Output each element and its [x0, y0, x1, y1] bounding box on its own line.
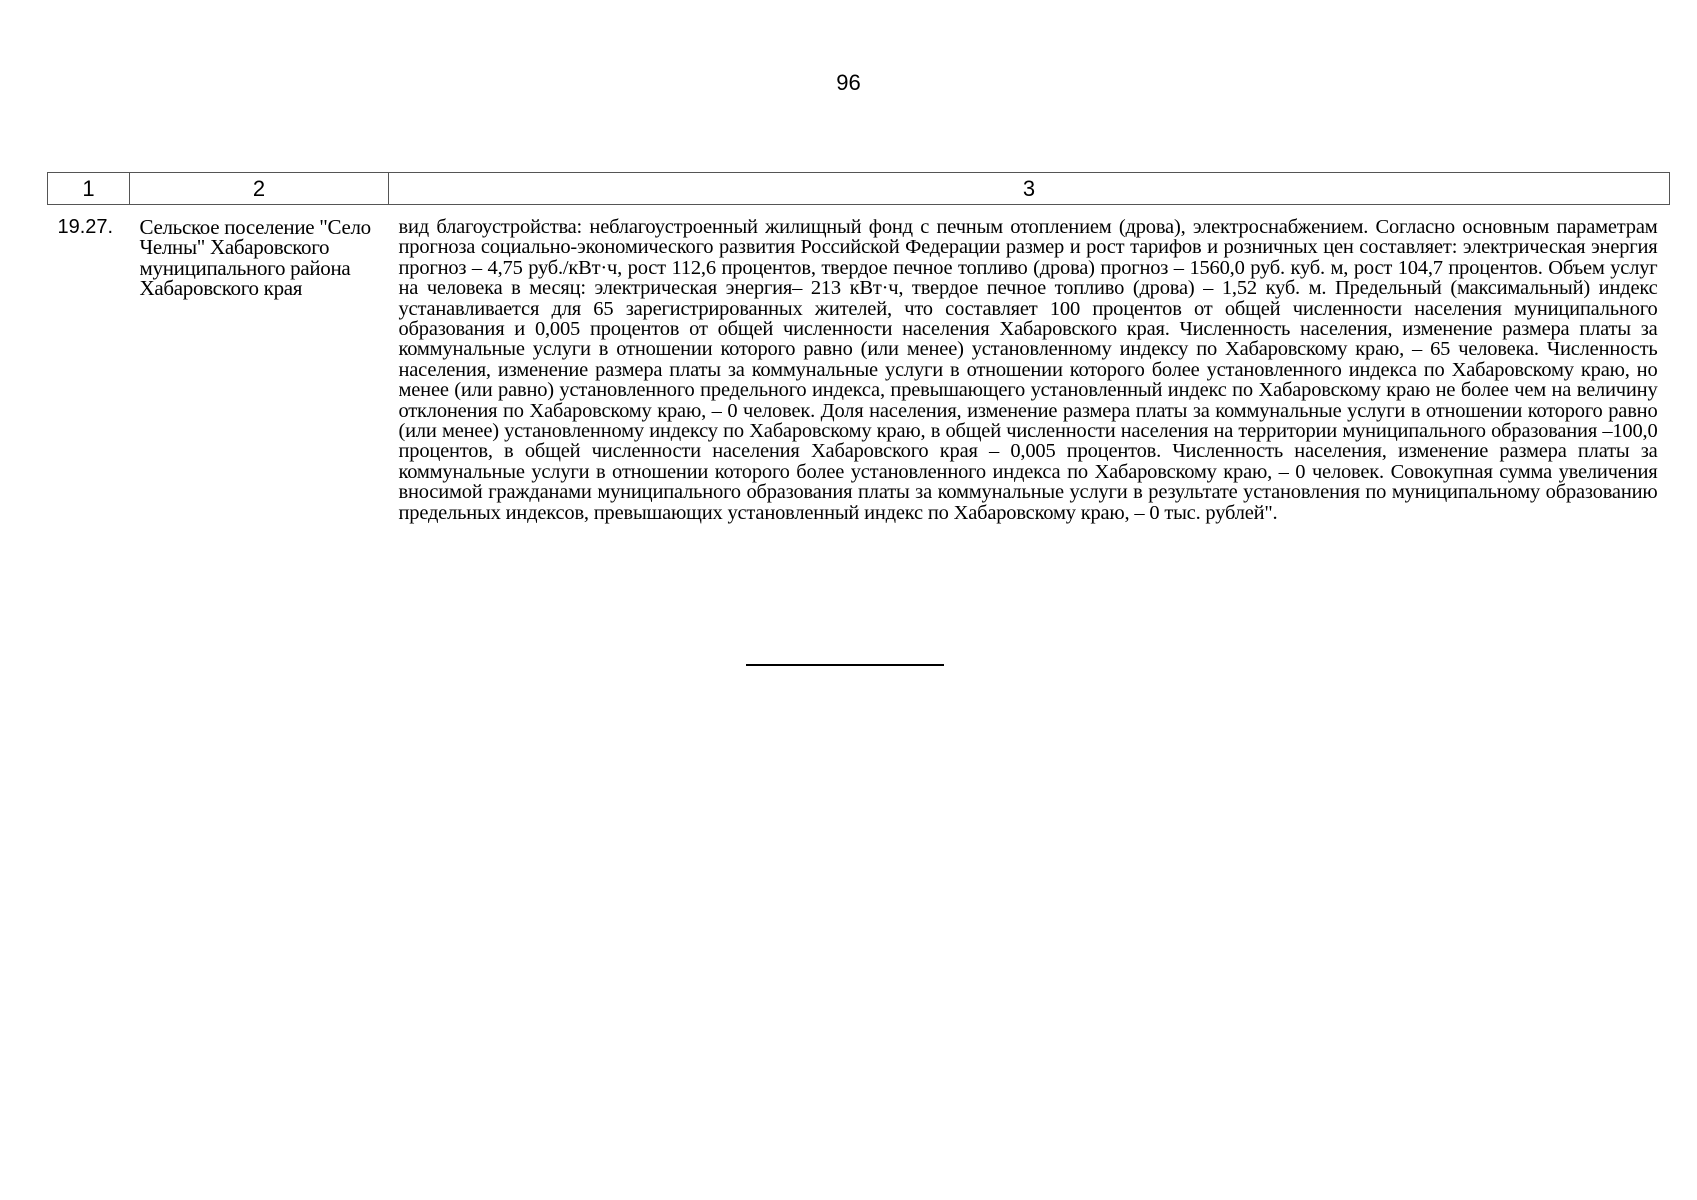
table-header	[48, 173, 1670, 205]
row-number: 19.27.	[57, 216, 114, 238]
table-row	[48, 205, 1670, 524]
settlement-description: вид благоустройства: неблагоустроенный жилищный фонд с печным отоплением (дрова), электроснабжением. Согласно основным параметрам прогноза социально-экономического развития Российской Федерации размер и рост тарифов и розничных цен составляет: электрическая энергия прогноз – 4,75 руб./кВт·ч, рост 112,6 процентов, твердое печное топливо (дрова) прогноз – 1560,0 руб. куб. м, рост 104,7 процентов. Объем услуг на человека в месяц: электрическая энергия– 213 кВт·ч, твердое печное топливо (дрова) – 1,52 куб. м. Предельный (максимальный) индекс устанавливается для 65 зарегистрированных жителей, что составляет 100 процентов от общей численности населения муниципального образования и 0,005 процентов от общей численности населения Хабаровского края. Численность населения, изменение размера платы за коммунальные услуги в отношении которого равно (или менее) установленному индексу по Хабаровскому краю, – 65 человека. Численность населения, изменение размера платы за коммунальные услуги в отношении которого более установленного индекса по Хабаровскому краю, но менее (или равно) установленного предельного индекса, превышающего установленный индекс по Хабаровскому краю не более чем на величину отклонения по Хабаровскому краю, – 0 человек. Доля населения, изменение размера платы за коммунальные услуги в отношении которого равно (или менее) установленному индексу по Хабаровскому краю, в общей численности населения на территории муниципального образования –100,0 процентов, в общей численности населения Хабаровского края – 0,005 процентов. Численность населения, изменение размера платы за коммунальные услуги в отношении которого более установленного индекса по Хабаровскому краю, – 0 человек. Совокупная сумма увеличения вносимой гражданами муниципального образования платы за коммунальные услуги в результате установления по муниципальному образованию предельных индексов, превышающих установленный индекс по Хабаровскому краю, – 0 тыс. рублей".	[398, 216, 1658, 524]
end-divider	[746, 664, 944, 666]
settlement-name: Сельское поселение "Село Челны" Хабаровского муниципального района Хабаровского края	[139, 215, 371, 301]
column-header-3: 3	[389, 173, 1670, 205]
page-number: 96	[836, 70, 861, 95]
data-table	[47, 172, 1670, 523]
table-body	[48, 205, 1670, 524]
column-header-2: 2	[130, 173, 389, 205]
column-header-1: 1	[48, 173, 130, 205]
table-header-row	[48, 173, 1670, 205]
